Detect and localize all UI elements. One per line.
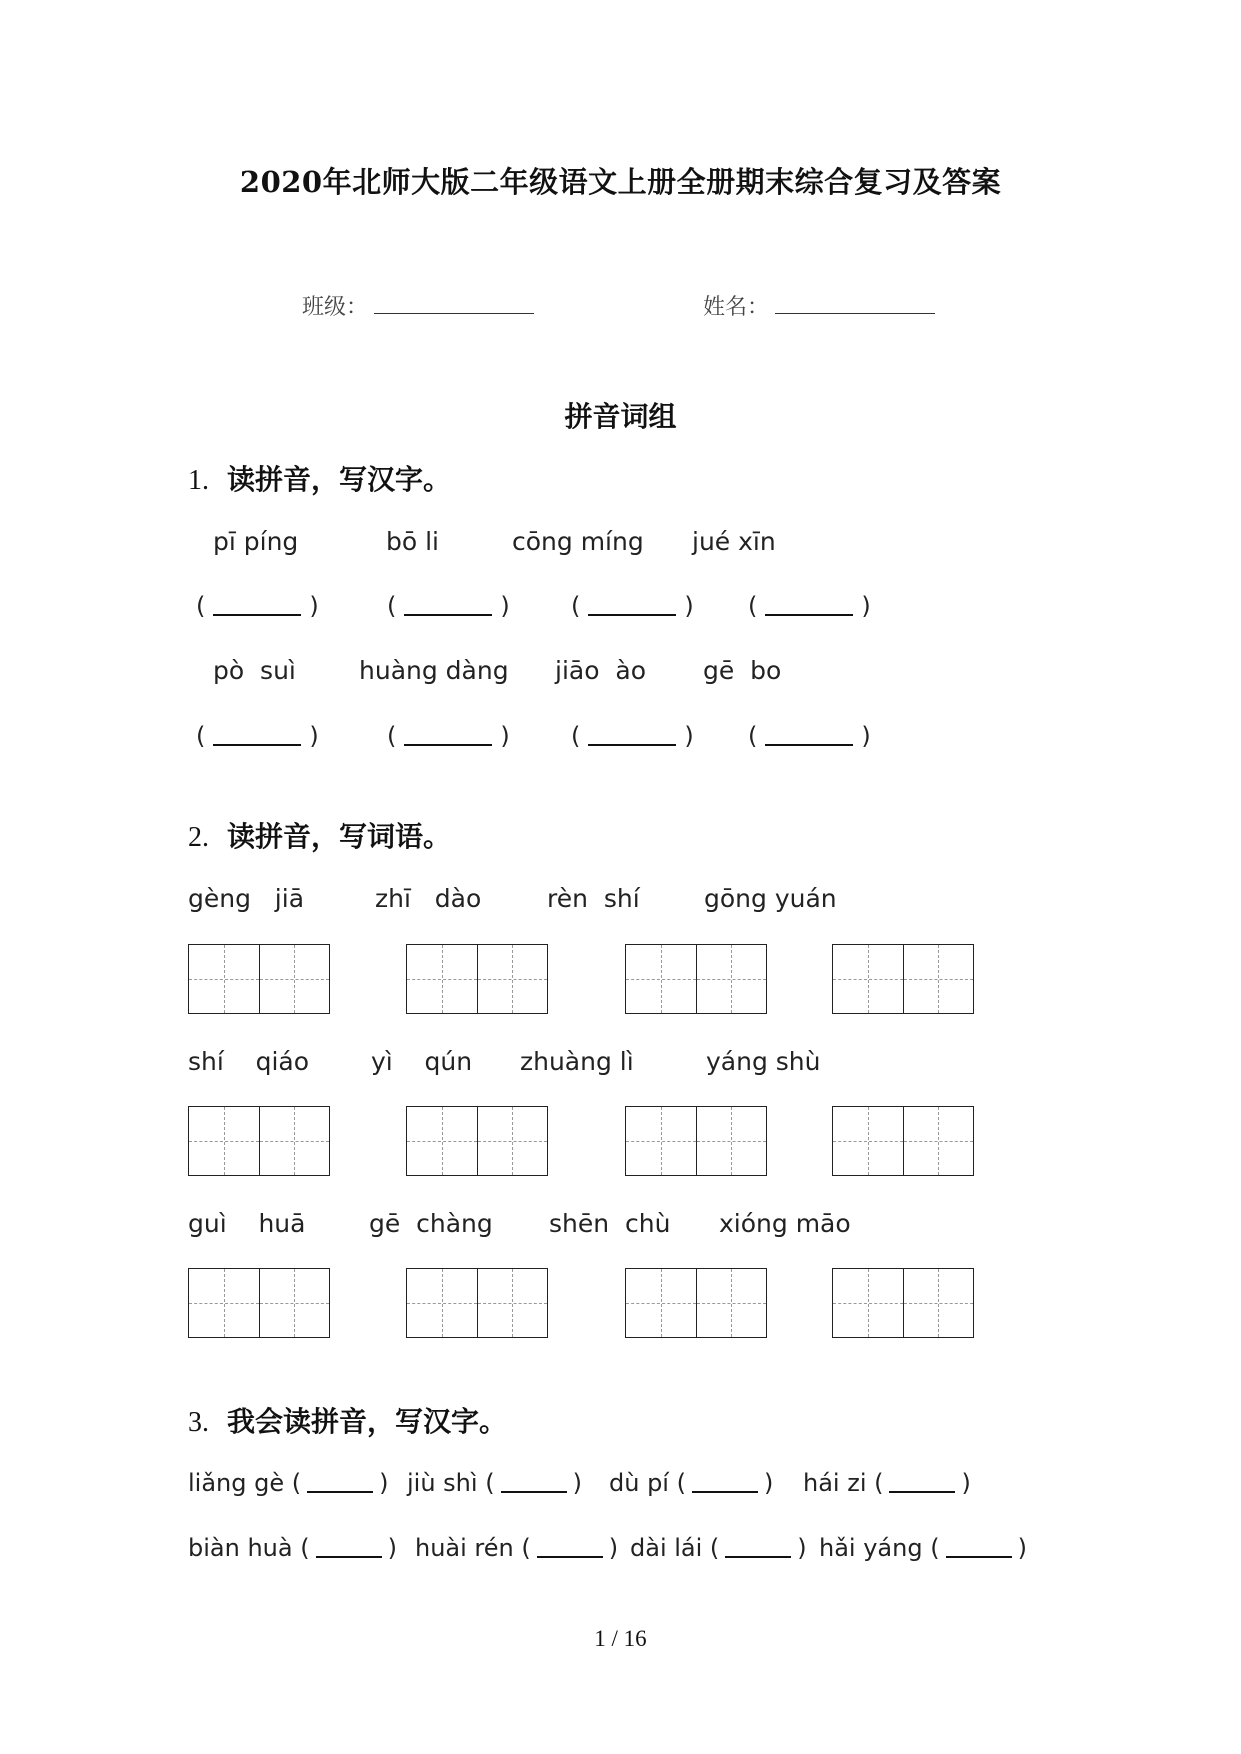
fill-item[interactable]: dù pí ( ) — [609, 1469, 774, 1497]
character-grid[interactable] — [625, 1268, 767, 1338]
character-grid[interactable] — [188, 1268, 330, 1338]
character-grid[interactable] — [406, 1268, 548, 1338]
pinyin-word: gē chàng — [369, 1209, 493, 1238]
fill-item[interactable]: liǎng gè ( ) — [188, 1469, 389, 1497]
pinyin-word: shí qiáo — [188, 1047, 310, 1076]
name-label: 姓名： — [703, 295, 770, 320]
answer-blank[interactable] — [946, 1536, 1012, 1558]
answer-blank[interactable] — [692, 1471, 758, 1493]
character-grid[interactable] — [832, 1106, 974, 1176]
document-title: 2020年北师大版二年级语文上册全册期末综合复习及答案 — [239, 165, 1002, 199]
answer-blank[interactable]: ( ) — [387, 722, 510, 750]
pinyin-word: huàng dàng — [359, 656, 509, 685]
section-title: 拼音词组 — [564, 400, 677, 433]
character-grid[interactable] — [188, 1106, 330, 1176]
question-number: 2. — [188, 822, 209, 853]
question-1-title — [188, 458, 451, 498]
fill-item[interactable]: hái zi ( ) — [803, 1469, 971, 1497]
answer-blank[interactable]: ( ) — [196, 722, 319, 750]
pinyin-word: hái zi — [803, 1469, 867, 1497]
question-3-title — [188, 1400, 507, 1440]
pinyin-word: jiāo ào — [555, 656, 647, 685]
pinyin-word: yì qún — [371, 1047, 473, 1076]
pinyin-word: cōng míng — [512, 527, 644, 556]
fill-item[interactable]: dài lái ( ) — [630, 1534, 807, 1562]
answer-blank[interactable] — [725, 1536, 791, 1558]
character-grid[interactable] — [625, 944, 767, 1014]
pinyin-word: zhuàng lì — [520, 1047, 634, 1076]
character-grid[interactable] — [625, 1106, 767, 1176]
question-text: 我会读拼音，写汉字。 — [227, 1405, 508, 1438]
character-grid[interactable] — [188, 944, 330, 1014]
pinyin-word: liǎng gè — [188, 1469, 285, 1497]
pinyin-word: pī píng — [213, 527, 299, 556]
pinyin-word: biàn huà — [188, 1534, 293, 1562]
page-number: 1 / 16 — [594, 1626, 647, 1651]
character-grid[interactable] — [406, 944, 548, 1014]
question-2-title — [188, 815, 451, 855]
answer-blank[interactable]: ( ) — [571, 592, 694, 620]
pinyin-word: huài rén — [415, 1534, 514, 1562]
pinyin-word: yáng shù — [706, 1047, 821, 1076]
answer-blank[interactable] — [316, 1536, 382, 1558]
answer-blank[interactable]: ( ) — [196, 592, 319, 620]
answer-blank[interactable]: ( ) — [748, 592, 871, 620]
answer-blank[interactable]: ( ) — [571, 722, 694, 750]
pinyin-word: xióng māo — [719, 1209, 851, 1238]
name-blank-line[interactable] — [775, 291, 935, 314]
fill-item[interactable]: biàn huà ( ) — [188, 1534, 397, 1562]
pinyin-word: dù pí — [609, 1469, 669, 1497]
class-field[interactable] — [302, 290, 534, 321]
pinyin-word: dài lái — [630, 1534, 703, 1562]
pinyin-word: jiù shì — [407, 1469, 478, 1497]
class-blank-line[interactable] — [374, 291, 534, 314]
character-grid[interactable] — [832, 1268, 974, 1338]
question-number: 3. — [188, 1407, 209, 1438]
answer-blank[interactable] — [889, 1471, 955, 1493]
fill-item[interactable]: huài rén ( ) — [415, 1534, 619, 1562]
pinyin-word: gèng jiā — [188, 884, 305, 913]
class-label: 班级： — [302, 295, 369, 320]
question-number: 1. — [188, 465, 209, 496]
pinyin-word: guì huā — [188, 1209, 306, 1238]
character-grid[interactable] — [832, 944, 974, 1014]
answer-blank[interactable]: ( ) — [387, 592, 510, 620]
pinyin-word: rèn shí — [547, 884, 640, 913]
fill-item[interactable]: jiù shì ( ) — [407, 1469, 582, 1497]
fill-item[interactable]: hǎi yáng ( ) — [819, 1534, 1027, 1562]
pinyin-word: hǎi yáng — [819, 1534, 923, 1562]
pinyin-word: jué xīn — [692, 527, 776, 556]
pinyin-word: zhī dào — [375, 884, 482, 913]
question-text: 读拼音，写词语。 — [227, 820, 452, 853]
pinyin-word: shēn chù — [549, 1209, 671, 1238]
answer-blank[interactable] — [307, 1471, 373, 1493]
answer-blank[interactable]: ( ) — [748, 722, 871, 750]
character-grid[interactable] — [406, 1106, 548, 1176]
pinyin-word: bō li — [386, 527, 440, 556]
answer-blank[interactable] — [537, 1536, 603, 1558]
pinyin-word: gōng yuán — [704, 884, 837, 913]
question-text: 读拼音，写汉字。 — [227, 463, 452, 496]
pinyin-word: gē bo — [703, 656, 782, 685]
name-field[interactable] — [703, 290, 935, 321]
pinyin-word: pò suì — [213, 656, 296, 685]
answer-blank[interactable] — [501, 1471, 567, 1493]
